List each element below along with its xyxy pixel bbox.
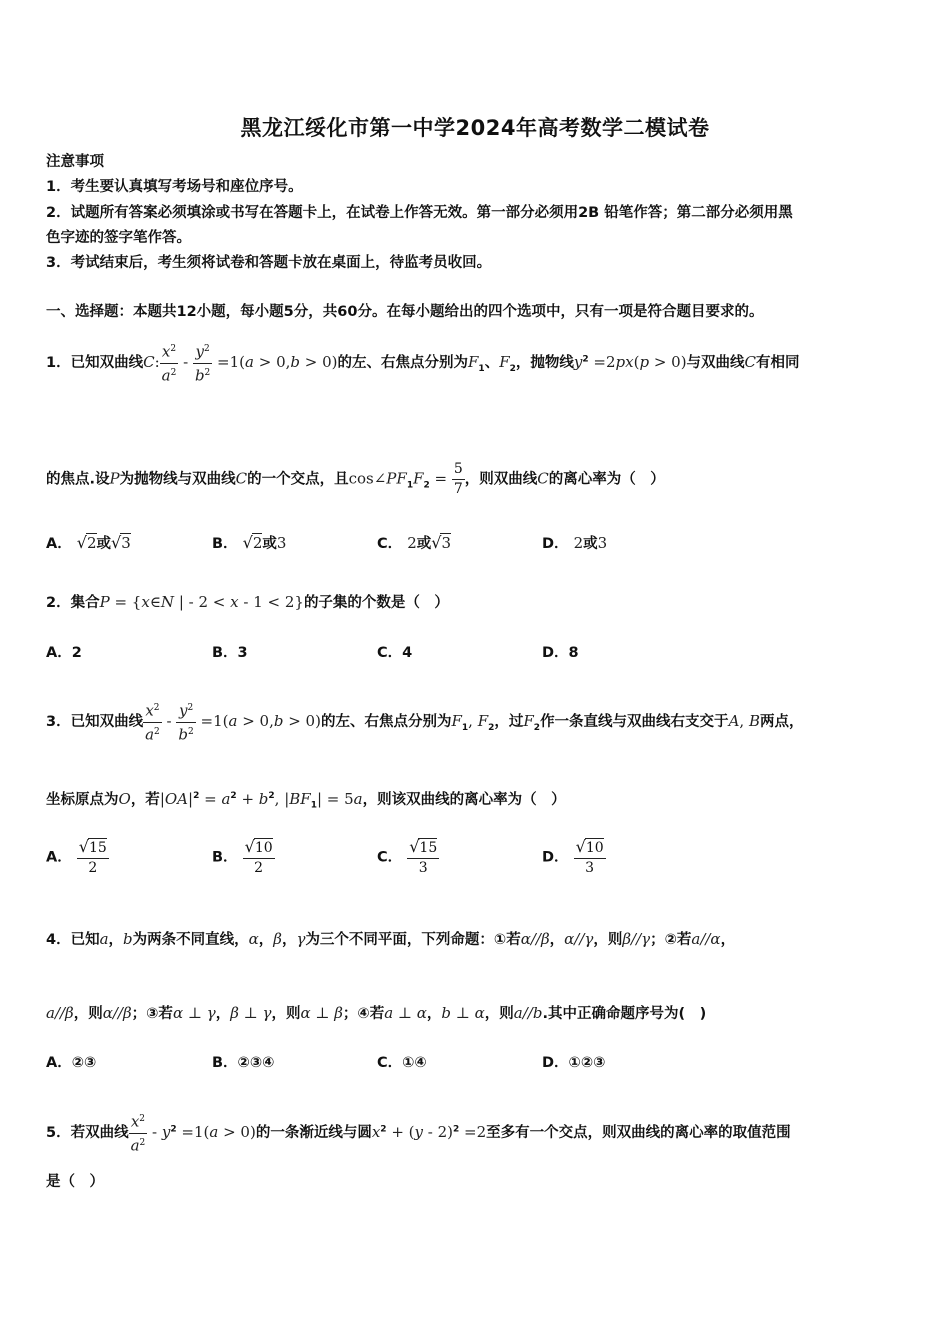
q4-option-d[interactable]: D．①②③ bbox=[542, 1055, 606, 1071]
q1-text: 的焦点.设 bbox=[46, 471, 110, 488]
q1-option-c[interactable]: C． 2或√3 bbox=[377, 533, 452, 552]
q4-option-a[interactable]: A．②③ bbox=[46, 1055, 97, 1071]
q1-text: 有相同 bbox=[756, 355, 800, 372]
question-5-line-2: 是（ ） bbox=[46, 1174, 104, 1190]
q4-option-b[interactable]: B．②③④ bbox=[212, 1055, 275, 1071]
section-heading: 一、选择题：本题共12小题，每小题5分，共60分。在每小题给出的四个选项中，只有一项是符合题目要求的。 bbox=[46, 304, 764, 320]
q4-text: ；④若 bbox=[342, 1006, 385, 1022]
q4-text: ，则 bbox=[271, 1006, 301, 1022]
q3-text: 两点， bbox=[759, 714, 804, 731]
question-4-line-2: a//β，则α//β；③若α ⊥ γ，β ⊥ γ，则α ⊥ β；④若a ⊥ α，b ⊥ α，则a//b.其中正确命题序号为( ) bbox=[46, 1004, 707, 1022]
q4-option-c[interactable]: C．①④ bbox=[377, 1055, 427, 1071]
page-title: 黑龙江绥化市第一中学2024年高考数学二模试卷 bbox=[240, 116, 710, 140]
q5-text: 5．若双曲线 bbox=[46, 1125, 129, 1142]
q4-text: ，则 bbox=[73, 1006, 103, 1022]
q4-text: .其中正确命题序号为( ) bbox=[542, 1006, 707, 1022]
q4-text: ；②若 bbox=[650, 932, 692, 948]
q2-option-c[interactable]: C．4 bbox=[377, 645, 413, 661]
q3-text: ，则该双曲线的离心率为（ ） bbox=[362, 791, 566, 808]
q3-text: 的左、右焦点分别为 bbox=[320, 714, 452, 731]
question-1-line-2: 的焦点.设P为抛物线与双曲线C的一个交点，且$\cos\angle PF_1F_2$ = $\frac{5}{7}$ ，则双曲线C的离心率为（ ） bbox=[46, 461, 665, 497]
q4-text: ，则 bbox=[484, 1006, 514, 1022]
notice-item: 色字迹的签字笔作答。 bbox=[46, 230, 191, 246]
q1-text: ，则双曲线 bbox=[464, 471, 538, 488]
q4-text: 4．已知 bbox=[46, 932, 100, 948]
q1-option-a[interactable]: A． √2或√3 bbox=[46, 533, 131, 552]
notice-item: 2．试题所有答案必须填涂或书写在答题卡上，在试卷上作答无效。第一部分必须用2B 铅笔作答；第二部分必须用黑 bbox=[46, 205, 793, 221]
q3-option-b[interactable]: B． $\frac{√10}{2}$ bbox=[212, 837, 273, 876]
notice-item: 3．考试结束后，考生须将试卷和答题卡放在桌面上，待监考员收回。 bbox=[46, 255, 492, 271]
q1-text: 为抛物线与双曲线 bbox=[119, 471, 236, 488]
q2-option-b[interactable]: B．3 bbox=[212, 645, 248, 661]
q1-text: 1．已知双曲线 bbox=[46, 355, 144, 372]
q2-option-a[interactable]: A．2 bbox=[46, 645, 82, 661]
notice-heading: 注意事项 bbox=[46, 154, 104, 170]
q1-text: 的左、右焦点分别为 bbox=[337, 355, 468, 372]
q3-text: 作一条直线与双曲线右支交于 bbox=[540, 714, 729, 731]
q2-option-d[interactable]: D．8 bbox=[542, 645, 579, 661]
q4-text: 为两条不同直线， bbox=[132, 932, 249, 948]
notice-item: 1．考生要认真填写考场号和座位序号。 bbox=[46, 179, 303, 195]
question-1-line-1: 1．已知双曲线C: $\frac{x^2}{a^2}$ - $\frac{y^2}{b^2}$ =1(a > 0,b > 0)的左、右焦点分别为$F_1$、$F_2$，抛物线$y^2 =2px(p > 0)$与双曲线C有相同 bbox=[46, 340, 800, 386]
q1-option-d[interactable]: D． 2或3 bbox=[542, 534, 608, 552]
q3-option-d[interactable]: D． $\frac{√10}{3}$ bbox=[542, 837, 604, 876]
question-3-line-2: 坐标原点为O，若$|OA|^2 = a^2 + b^2$, $|BF_1| = 5a$，则该双曲线的离心率为（ ） bbox=[46, 789, 566, 811]
q1-text: ，抛物线 bbox=[515, 355, 574, 372]
question-2: 2．集合P = {x∈N | - 2 < x - 1 < 2}的子集的个数是（ ） bbox=[46, 593, 449, 611]
q1-text: 与双曲线 bbox=[686, 355, 745, 372]
question-4-line-1: 4．已知a，b为两条不同直线，α，β，γ为三个不同平面，下列命题：①若α//β，α//γ，则β//γ；②若a//α， bbox=[46, 930, 736, 948]
question-3-line-1: 3．已知双曲线 $\frac{x^2}{a^2}$ - $\frac{y^2}{b^2}$ =1(a > 0,b > 0)的左、右焦点分别为$F_1$, $F_2$，过$F_2$作一条直线与双曲线右支交于A, B两点， bbox=[46, 699, 803, 745]
question-5-line-1: 5．若双曲线 $\frac{x^2}{a^2}$ - $y^2 =1(a > 0)$的一条渐近线与圆$x^2 + (y - 2)^2 =2$至多有一个交点，则双曲线的离心率的取值范围 bbox=[46, 1110, 791, 1156]
q3-option-a[interactable]: A． $\frac{√15}{2}$ bbox=[46, 837, 107, 876]
q3-option-c[interactable]: C． $\frac{√15}{3}$ bbox=[377, 837, 438, 876]
q5-text: 至多有一个交点，则双曲线的离心率的取值范围 bbox=[486, 1125, 791, 1142]
q3-text: ，若 bbox=[130, 791, 160, 808]
q4-text: ；③若 bbox=[131, 1006, 173, 1022]
q4-text: ，则 bbox=[593, 932, 623, 948]
q1-text: 的一个交点，且 bbox=[247, 471, 349, 488]
q2-text: 的子集的个数是（ ） bbox=[303, 595, 449, 611]
q4-text: 为三个不同平面，下列命题：①若 bbox=[305, 932, 521, 948]
q1-text: 的离心率为（ ） bbox=[548, 471, 665, 488]
q1-option-b[interactable]: B． √2或3 bbox=[212, 533, 287, 552]
q5-text: 的一条渐近线与圆 bbox=[255, 1125, 372, 1142]
q3-text: 3．已知双曲线 bbox=[46, 714, 144, 731]
q3-text: ，过 bbox=[494, 714, 524, 731]
q3-text: 坐标原点为 bbox=[46, 791, 119, 808]
q2-text: 2．集合 bbox=[46, 595, 100, 611]
